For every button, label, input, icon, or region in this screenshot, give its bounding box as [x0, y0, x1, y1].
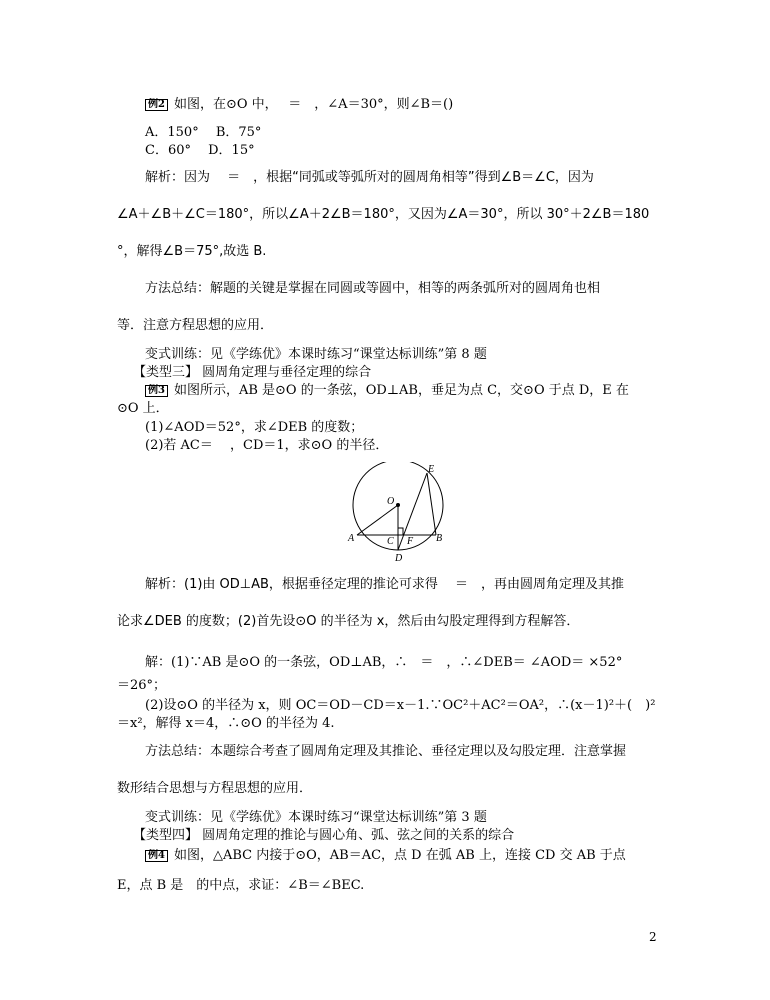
label-c: C: [387, 536, 394, 547]
options-cd: C．60° D．15°: [145, 143, 255, 158]
label-a: A: [348, 533, 355, 544]
example-2-summary-1: 方法总结：解题的关键是掌握在同圆或等圆中，相等的两条弧所对的圆周角也相: [145, 281, 601, 296]
example-2-question: 例2 如图，在⊙O 中， ＝ ，∠A＝30°，则∠B＝(): [145, 97, 453, 113]
example-2-training: 变式训练：见《学练优》本课时练习“课堂达标训练”第 8 题: [145, 347, 487, 362]
label-e: E: [428, 464, 435, 475]
example-3-summary-2: 数形结合思想与方程思想的应用．: [117, 781, 313, 796]
example-4-question-1: 例4 如图，△ABC 内接于⊙O，AB＝AC，点 D 在弧 AB 上，连接 CD 交 AB 于点: [145, 848, 626, 864]
example-3-part-2: (2)若 AC＝ ，CD＝1，求⊙O 的半径．: [145, 438, 389, 453]
options-ab: A．150° B．75°: [145, 125, 262, 140]
example-3-question-1: 例3 如图所示，AB 是⊙O 的一条弦，OD⊥AB，垂足为点 C，交⊙O 于点 D，E 在: [145, 383, 629, 399]
example-3-summary-1: 方法总结：本题综合考查了圆周角定理及其推论、垂径定理以及勾股定理．注意掌握: [145, 744, 627, 759]
example-3-part-1: (1)∠AOD＝52°，求∠DEB 的度数；: [145, 420, 364, 435]
example-3-solution-4: ＝x²，解得 x＝4，∴⊙O 的半径为 4.: [117, 716, 335, 731]
example-2-summary-2: 等．注意方程思想的应用．: [117, 318, 274, 333]
example-2-analysis-2: ∠A＋∠B＋∠C＝180°，所以∠A＋2∠B＝180°，又因为∠A＝30°，所以 30°＋2∠B＝180: [117, 207, 650, 222]
example-3-training: 变式训练：见《学练优》本课时练习“课堂达标训练”第 3 题: [145, 810, 487, 825]
example-4-question-2: E，点 B 是 的中点，求证：∠B＝∠BEC.: [117, 878, 365, 893]
label-b: B: [436, 533, 443, 544]
page-number: 2: [649, 930, 657, 944]
example-3-tag: 例3: [145, 385, 168, 397]
type-4-heading: 【类型四】 圆周角定理的推论与圆心角、弧、弦之间的关系的综合: [133, 828, 515, 843]
label-o: O: [387, 496, 395, 507]
example-3-analysis-2: 论求∠DEB 的度数；(2)首先设⊙O 的半径为 x，然后由勾股定理得到方程解答．: [117, 614, 580, 629]
example-3-solution-1: 解：(1)∵AB 是⊙O 的一条弦，OD⊥AB，∴ ＝ ，∴∠DEB＝ ∠AOD＝ ×52°: [145, 655, 623, 670]
example-3-analysis-1: 解析：(1)由 OD⊥AB，根据垂径定理的推论可求得 ＝ ，再由圆周角定理及其推: [145, 577, 625, 592]
example-3-solution-3: (2)设⊙O 的半径为 x，则 OC＝OD－CD＝x－1.∵OC²＋AC²＝OA²，∴(x－1)²＋( )²: [145, 698, 656, 713]
type-3-heading: 【类型三】 圆周角定理与垂径定理的综合: [133, 365, 372, 380]
example-4-tag: 例4: [145, 850, 168, 862]
example-3-question-2: ⊙O 上．: [117, 401, 169, 416]
label-f: F: [407, 536, 414, 547]
example-3-solution-2: ＝26°；: [117, 678, 167, 693]
example-2-tag: 例2: [145, 99, 168, 111]
example-2-analysis-3: °，解得∠B＝75°,故选 B.: [117, 244, 267, 259]
example-2-analysis-1: 解析：因为 ＝ ，根据“同弧或等弧所对的圆周角相等”得到∠B＝∠C，因为: [145, 170, 594, 185]
label-d: D: [395, 553, 403, 564]
circle-geometry-figure: [340, 462, 460, 566]
